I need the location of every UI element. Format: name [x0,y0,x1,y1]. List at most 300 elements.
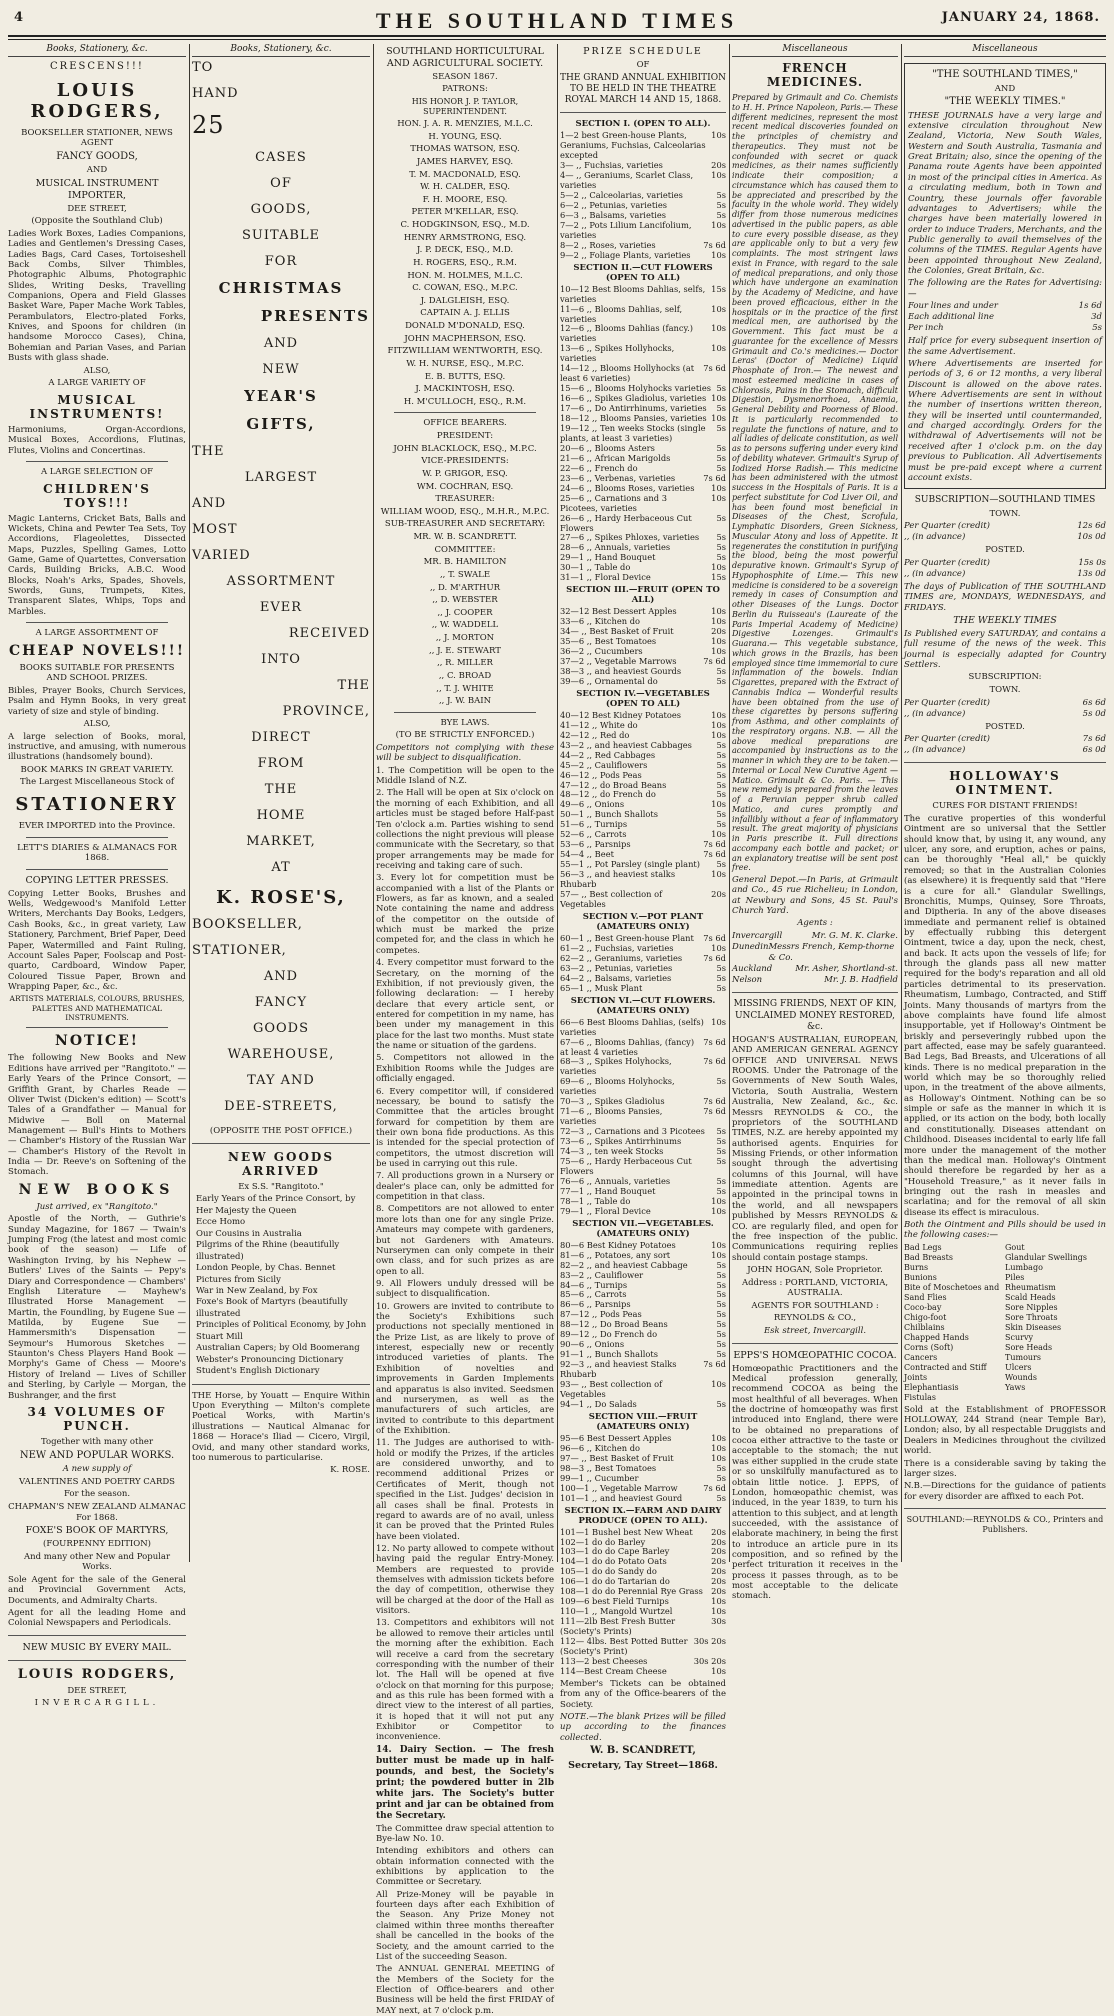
rate-value: 7s 6d [1082,734,1106,745]
prize-item: 42—12 ,, Red do [560,729,630,740]
new-books-heading: NEW BOOKS [18,1181,176,1198]
prize-amount: 5s [716,1309,726,1320]
opposite-line: (Opposite the Southland Club) [31,216,163,227]
rate-value: 13s 0d [1077,568,1106,579]
divider [192,1384,370,1385]
schedule-row [560,1617,726,1637]
prize-item: 66—6 Best Blooms Dahlias, (selfs) varieties [560,1016,704,1037]
list-item: Pilgrims of the Rhine (beautifully illustrated) [196,1240,340,1262]
season-line: For the season. [63,1489,131,1500]
prize-item: 76—6 ,, Annuals, varieties [560,1175,671,1186]
prize-item: 14—12 ,, Blooms Hollyhocks (at least 6 varieties) [560,363,695,384]
valentines-line: VALENTINES AND POETRY CARDS [19,1476,175,1487]
president: JOHN BLACKLOCK, ESQ., M.P.C. [393,443,537,454]
ailment-list-a [904,1243,1005,1403]
rose-word: LARGEST [244,470,318,485]
prize-item: 13—6 ,, Spikes Hollyhocks, varieties [560,343,675,364]
ailment: Ulcers [1005,1362,1032,1372]
rose-word: BOOKSELLER, [192,917,303,932]
prize-item: 46—12 ,, Pods Peas [560,769,642,780]
prize-item: 22—6 ,, French do [560,462,638,473]
column-rule [373,44,374,1562]
rose-word: AND [263,336,299,351]
prize-item: 25—6 ,, Carnations and 3 Picotees, varieties [560,492,667,513]
prize-amount: 5s [716,1269,726,1280]
section-title: SECTION IX.—FARM AND DAIRY PRODUCE (OPEN TO ALL). [564,1505,722,1526]
rate-row [904,698,1106,709]
dairy-rule: 14. Dairy Section. — The fresh butter must be made up in half-pounds, and best, the Society's print; the powdered butter in 2lb white jars. The Society's butter print and jar can be obtained from the Secretary. [376,1744,554,1821]
rose-word: EVER [259,600,303,615]
section-title: SECTION I. (OPEN TO ALL). [575,119,711,130]
rose-word: THE [264,782,298,797]
secretary-heading: SUB-TREASURER AND SECRETARY: [384,519,546,530]
arrived-list [192,1194,370,1378]
rate-row [904,532,1106,543]
agents-list [732,931,898,986]
prize-amount: 5s [716,1339,726,1350]
prize-item: 60—1 ,, Best Green-house Plant [560,932,694,943]
divider [732,992,898,993]
rate-label: Each additional line [908,312,995,323]
prize-amount: 10s [711,616,726,627]
patron: H. ROGERS, ESQ., R.M. [413,257,517,268]
rose-name: K. ROSE'S, [216,887,346,908]
prize-item: 5—2 ,, Calceolarias, varieties [560,189,683,200]
rose-word: GIFTS, [246,415,316,433]
holloway-nb: N.B.—Directions for the guidance of patients for every disorder are affixed to each Pot. [904,1481,1106,1502]
schedule-row [560,1400,726,1410]
prize-amount: 7s 6d [703,932,726,943]
prize-item: 37—2 ,, Vegetable Marrows [560,656,677,666]
prize-amount: 5s [716,859,726,870]
schedule-note: NOTE.—The blank Prizes will be filled up according to the finances collected. [560,1711,726,1743]
prize-amount: 5s [716,779,726,790]
holloway-sold: Sold at the Establishment of PROFESSOR HOLLOWAY, 244 Strand (near Temple Bar), London; also, by all respectable Druggists and Dealers in Medicines throughout the civilized world. [904,1404,1106,1457]
schedule-row [560,285,726,305]
patron: JOHN MACPHERSON, ESQ. [404,333,526,344]
prize-amount: 10s [711,606,726,617]
bylaw-rule: 2. The Hall will be open at Six o'clock on the morning of each Exhibition, and all articles must be staged before Half-past Ten o'clock a.m. Parties wishing to send collections the night previous will please communicate with the Secretary, so that proper arrangements may be made for receiving and taking care of such. [376,788,554,871]
firm-name: LOUIS RODGERS, [30,79,164,122]
prize-amount: 10s [711,799,726,810]
rose-opposite: (OPPOSITE THE POST OFFICE.) [209,1126,353,1136]
schedule-row [560,1360,726,1380]
divider [904,1508,1106,1509]
advert-conditions: Where Advertisements are inserted for periods of 3, 6 or 12 months, a very liberal Discount is allowed on the above rates. Where Advertisements are sent in without the number of insertions written thereon, they will be inserted until countermanded, and charged accordingly. Orders for the withdrawal of Advertisements will not be received after 1 o'clock p.m. on the day previous to Publication. All Advertisements must be pre-paid except where a current account exists. [908,358,1102,483]
prize-amount: 20s [711,626,726,637]
prize-amount: 10s [711,1239,726,1250]
prize-item: 78—1 ,, Table do [560,1195,631,1206]
column-header: Miscellaneous [904,44,1106,57]
times-and: AND [994,83,1016,94]
ailment: Lumbago [1005,1262,1043,1272]
prize-amount: 7s 6d [703,656,726,666]
agent-town: Nelson [732,975,763,986]
patron: J. DALGLEISH, ESQ. [420,295,510,306]
prize-amount: 20s [711,1536,726,1547]
trade-line: MUSICAL INSTRUMENT IMPORTER, [35,177,159,201]
rules-list [376,766,554,1743]
imported-line: EVER IMPORTED into the Province. [18,821,176,831]
list-item: Principles of Political Economy, by John Stuart Mill [196,1320,367,1342]
esk-street: Esk street, Invercargill. [763,1326,867,1337]
prize-amount: 5s [716,769,726,780]
committee-member: ,, C. BROAD [438,670,492,681]
prize-item: 114—Best Cream Cheese [560,1665,667,1676]
prize-item: 99—1 ,, Cucumber [560,1472,639,1483]
prize-item: 77—1 ,, Hand Bouquet [560,1185,656,1196]
prize-item: 74—3 ,, ten week Stocks [560,1146,664,1157]
novels-heading: CHEAP NOVELS!!! [9,642,185,659]
posted-rates [904,558,1106,580]
agents-southland: AGENTS FOR SOUTHLAND : [751,1300,879,1311]
prize-item: 11—6 ,, Blooms Dahlias, self, varieties [560,303,683,324]
list-item: Pictures from Sicily [196,1274,281,1285]
prize-amount: 10s [711,1195,726,1206]
committee-member: ,, J. COOPER [437,607,493,618]
prize-item: 85—6 ,, Carrots [560,1289,627,1300]
prize-item: 104—1 do do Potato Oats [560,1556,667,1567]
prize-amount: 5s [716,1155,726,1166]
prize-item: 110—1 ,, Mangold Wurtzel [560,1606,673,1617]
rate-value: 5s 0d [1082,708,1106,719]
prize-item: 7—2 ,, Pots Lilium Lancifolium, varieties [560,219,692,240]
prize-item: 38—3 ,, and heaviest Gourds [560,665,682,676]
rose-word: GOODS, [250,202,312,217]
prize-amount: 5s [716,1279,726,1290]
artists-line: ARTISTS MATERIALS, COLOURS, BRUSHES, PALETTES AND MATHEMATICAL INSTRUMENTS. [9,994,185,1023]
schedule-row [560,1107,726,1127]
prize-item: 67—6 ,, Blooms Dahlias, (fancy) at least 4 varieties [560,1036,695,1057]
committee-member: ,, W. WADDELL [431,620,499,631]
bylaw-rule: 3. Every lot for competition must be accompanied with a list of the Plants or Flowers, as far as known, and a sealed Note containing the name and address of the competitor on the outside of which must be marked the prize competed for, and the class in which he competes. [376,873,554,956]
new-books-text: Apostle of the North, — Guthrie's Sunday Magazine, for 1867 — Twain's Jumping Frog (the latest and most comic book of the season) — Life of Washington Irving, by his Nephew — Butlers' Lives of the Saints — Pepy's Diary and Correspondence — Chambers' English Literature — Mayhew's Illustrated Horse Management — Martin, the Foundling, by Eugene Sue — Matilda, by Eugene Sue — Hammersmith's Dispensation — Seymour's Humorous Sketches — Staunton's Chess Players Hand Book — Morphy's Game of Chess — Moore's History of Ireland — Lives of Schiller and Sterling, by Carlyle — Morgan, the Bushranger, and the first [8,1214,186,1401]
schedule-row [560,984,726,994]
prize-amount: 10s [711,942,726,953]
holloway-cures: CURES FOR DISTANT FRIENDS! [932,801,1078,812]
prize-item: 3— ,, Fuchsias, varieties [560,160,663,171]
bylaws-warning: Competitors not complying with these will be subject to disqualification. [376,743,554,764]
prize-item: 8—2 ,, Roses, varieties [560,239,656,250]
prize-amount: 20s [711,1566,726,1577]
prize-amount: 5s [716,749,726,760]
ailment: Scald Heads [1005,1292,1056,1302]
column-rose-advert [192,44,370,1562]
prize-item: 56—3 ,, and heaviest stalks Rhubarb [560,869,676,890]
prize-amount: 10s [711,636,726,647]
prize-amount: 7s 6d [703,1482,726,1493]
posted2-rates [904,734,1106,756]
prize-item: 57— ,, Best collection of Vegetables [560,889,663,909]
rose-word: STATIONER, [192,943,287,958]
rose-word: VARIED [192,548,251,563]
bylaw-rule: 4. Every competitor must forward to the Secretary, on the morning of the Exhibition, if not previously given, the following declaration: — I hereby declare that every article sent, or entered for competition in my name, has been under my management in this place for the last two months. Must state the name or situation of the gardens. [376,958,554,1052]
popular-line: NEW AND POPULAR WORKS. [19,1449,175,1461]
ailment: Tumours [1005,1352,1041,1362]
missing-friends-heading: MISSING FRIENDS, NEXT OF KIN, UNCLAIMED MONEY RESTORED, &c. [733,999,897,1032]
novels-intro: A LARGE ASSORTMENT OF [35,628,159,639]
toys-list: Magic Lanterns, Cricket Bats, Balls and Wickets, China and Pewter Tea Sets, Toy Accordions, Flageolettes, Dissected Maps, Puzzles, Spelling Games, Lotto Game, Game of Quartettes, Conversation Cards, Building Bricks, A.B.C. Wood Blocks, Noah's Arks, Spades, Shovels, Swords, Guns, Trumpets, Kites, Transparent Slates, Whips, Tops and Marbles. [8,513,186,617]
prize-amount: 10s [711,303,726,314]
bylaw-rule: 5. Competitors not allowed in the Exhibition Rooms while the Judges are officially engaged. [376,1053,554,1085]
patron: C. COWAN, ESQ., M.P.C. [412,283,518,294]
prize-amount: 10s [711,170,726,181]
schedule-row [560,1207,726,1217]
subscription2-heading: SUBSCRIPTION: [968,672,1042,683]
prize-amount: 5s [716,442,726,453]
prize-amount: 7s 6d [703,1106,726,1117]
prize-amount: 10s [711,1606,726,1617]
patrons-heading: PATRONS: [442,84,488,95]
holloway-heading: HOLLOWAY'S OINTMENT. [949,769,1061,798]
prize-amount: 10s [711,249,726,260]
prize-amount: 10s [711,646,726,657]
prize-amount: 20s [711,1526,726,1537]
rose-word: MOST [192,522,238,537]
secretary: MR. W. B. SCANDRETT. [413,532,517,542]
prize-amount: 20s [711,160,726,171]
bylaw-rule: 7. All productions grown in a Nursery or dealer's place can, only be admitted for competition in that class. [376,1171,554,1203]
divider [732,1343,898,1344]
section-title: SECTION VIII.—FRUIT (AMATEURS ONLY) [588,1411,698,1432]
ailment: Sore Heads [1005,1342,1053,1352]
prize-amount: 5s [716,542,726,553]
agent-name: Messrs French, Kemp-thorne & Co. [768,942,895,964]
rose-word: WAREHOUSE, [227,1047,335,1062]
schedule-row [560,1018,726,1038]
printers-imprint: SOUTHLAND:—REYNOLDS & CO., Printers and Publishers. [906,1515,1104,1534]
column-rule [189,44,190,1562]
music-line: NEW MUSIC BY EVERY MAIL. [22,1641,172,1653]
toys-intro: A LARGE SELECTION OF [40,466,154,477]
rate-row [904,558,1106,569]
schedule-row [560,324,726,344]
prize-amount: 10s [711,1452,726,1463]
prize-item: 36—2 ,, Cucumbers [560,646,643,657]
ailment-lists [904,1243,1106,1403]
schedule-row [560,1038,726,1058]
treasurer-heading: TREASURER: [435,494,495,505]
rose-word: FOR [264,254,298,269]
bookmarks-line: BOOK MARKS IN GREAT VARIETY. [20,764,174,775]
prize-amount: 10s [711,1016,726,1027]
society-title: SOUTHLAND HORTICULTURAL AND AGRICULTURAL SOCIETY. [386,46,544,69]
prize-amount: 10s [711,482,726,493]
hogan-address: Address : PORTLAND, VICTORIA, AUSTRALIA. [741,1277,889,1299]
ailment: Gout [1005,1242,1025,1252]
ailment: Bite of Moschetoes and Sand Flies [904,1282,1000,1302]
prize-amount: 5s [716,403,726,414]
prize-item: 84—6 ,, Turnips [560,1279,628,1290]
bylaw-rule: 10. Growers are invited to contribute to the Society's Exhibitions such productions not specially mentioned in the Prize List, as are likely to prove of interest, especially new or recently introduced varieties of plants. The Exhibition of novelties and improvements in Garden Implements and apparatus is also invited. Seedsmen and nurserymen, as well as the manufacturers of such articles, are invited to contribute to this department of the Exhibition. [376,1301,554,1436]
patron: HON. M. HOLMES, M.L.C. [407,270,523,281]
annual-meeting: The ANNUAL GENERAL MEETING of the Members of the Society for the Election of Office-bearers and other Business will be held the first FRIDAY of MAY next, at 7 o'clock p.m. [376,1964,554,2016]
agent-town: Invercargill [732,931,783,942]
prize-amount: 10s [711,393,726,404]
prize-amount: 5s [716,1185,726,1196]
prize-item: 72—3 ,, Carnations and 3 Picotees [560,1126,705,1137]
divider [26,622,168,623]
committee-member: ,, D. M'ARTHUR [429,582,501,593]
southland-times-title: "THE SOUTHLAND TIMES," [932,69,1078,80]
officers-heading: OFFICE BEARERS. [423,418,507,429]
column-header: Books, Stationery, &c. [192,44,370,57]
schedule-row [560,1494,726,1504]
valentines-intro: A new supply of [62,1464,132,1474]
prize-amount: 15s [711,283,726,294]
divider [8,1660,186,1661]
prize-item: 21—6 ,, African Marigolds [560,452,671,463]
prize-item: 69—6 ,, Blooms Holyhocks, varieties [560,1076,675,1097]
list-item: Australian Capers; by Old Boomerang [196,1343,360,1354]
prize-amount: 5s [716,789,726,800]
prize-amount: 7s 6d [703,1359,726,1370]
patron: DONALD M'DONALD, ESQ. [405,321,525,331]
patron: H. YOUNG, ESQ. [428,131,502,142]
prize-item: 79—1 ,, Floral Device [560,1205,651,1216]
rate-row [904,569,1106,580]
members-tickets: Member's Tickets can be obtained from any of the Office-bearers of the Society. [560,1678,726,1710]
notice-heading: NOTICE! [55,1033,139,1050]
prize-item: 28—6 ,, Annuals, varieties [560,542,671,553]
bylaw-rule: 8. Competitors are not allowed to enter more lots than one for any single Prize. Amateurs may compete with gardeners, but not Gardeners with Amateurs. Nurserymen can only compete in their own class, and for such prizes as are open to all. [376,1204,554,1277]
list-item: Our Cousins in Australia [196,1228,302,1239]
schedule-row [560,344,726,364]
patron: HENRY ARMSTRONG, ESQ. [403,232,527,243]
times-box [904,63,1106,489]
committee-member: ,, J. E. STEWART [429,645,501,656]
prize-amount: 5s [716,1329,726,1340]
column-prize-schedule [560,44,726,1771]
ailment: Rheumatism [1005,1282,1056,1292]
prize-item: 44—2 ,, Red Cabbages [560,749,656,760]
patron: PETER M'KELLAR, ESQ. [411,207,519,218]
prize-amount: 30s 20s [693,1655,726,1666]
intending-exhibitors: Intending exhibitors and others can obtain information connected with the exhibitions by application to the Committee or Secretary. [376,1846,554,1888]
vice-president: W. P. GRIGOR, ESQ. [422,468,508,479]
prize-item: 112— 4lbs. Best Potted Butter (Society's Print) [560,1636,688,1657]
patron: J. MACKINTOSH, ESQ. [415,384,515,395]
schedule-sections [560,119,726,1677]
trade-line: FANCY GOODS, [56,150,138,162]
ailment: Skin Diseases [1005,1322,1062,1332]
new-books-sub: Just arrived, ex "Rangitoto." [36,1201,158,1212]
schedule-of: OF [636,59,650,70]
rose-word: CASES [255,150,307,165]
ailment: Fistulas [904,1392,937,1402]
prize-item: 9—2 ,, Foliage Plants, varieties [560,249,691,260]
prize-amount: 10s [711,413,726,424]
divider [26,837,168,838]
prize-amount: 15s [711,572,726,583]
rate-value: 10s 0d [1077,532,1106,543]
prize-item: 1—2 best Green-house Plants, Geraniums, Fuchsias, Calceolarias excepted [560,130,706,161]
schedule-row [560,890,726,910]
schedule-row [560,1667,726,1677]
and-line: AND [86,165,108,176]
secretary-sign-title: Secretary, Tay Street—1868. [568,1759,718,1771]
bylaw-rule: 13. Competitors and exhibitors will not be allowed to remove their articles until the morning after the exhibition. Each will receive a card from the secretary corresponding with the number of their lot. The Hall will be opened at five o'clock on that morning for this purpose; and as this rule has been formed with a direct view to the interest of all parties, it is hoped that it will not put any Exhibitor or Competitor to inconvenience. [376,1618,554,1743]
rose-word: SUITABLE [241,228,321,243]
bylaw-rule: 12. No party allowed to compete without having paid the regular Entry-Money. Members are requested to provide themselves with admission tickets before the day of competition, otherwise they will be charged at the door of the Hall as visitors. [376,1543,554,1617]
prize-amount: 10s [711,323,726,334]
french-medicines-heading: FRENCH MEDICINES. [766,61,864,89]
list-item: War in New Zealand, by Fox [196,1286,318,1296]
prize-amount: 10s [711,492,726,503]
schedule-row [560,424,726,444]
column-rule [901,44,902,1562]
rate-row [904,709,1106,720]
schedule-row [560,131,726,161]
patron: H. M'CULLOCH, ESQ., R.M. [403,396,527,407]
prize-item: 51—6 ,, Turnips [560,819,628,830]
prize-item: 23—6 ,, Verbenas, varieties [560,472,676,483]
diaries-line: LETT'S DIARIES & ALMANACS FOR 1868. [17,842,177,864]
epps-body: Homœopathic Practitioners and the Medical profession generally, recommend COCOA as being the most healthful of all beverages. When the doctrine of homœopathy was first introduced into England, there were to be obtained no preparations of cocoa either attractive to the taste or acceptable to the stomach; the nut was either supplied in the crude state or so unskilfully manufactured as to obtain little notice. J. EPPS, of London, homœopathic chemist, was induced, in the year 1839, to turn his attention to this subject, and at length succeeded, with the assistance of elaborate machinery, in being the first to introduce an article pure in its composition, and so refined by the perfect trituration it receives in the process it passes through, as to be most acceptable to the delicate stomach. [732,1363,898,1602]
prize-item: 98—3 ,, Best Tomatoes [560,1462,657,1473]
president-heading: PRESIDENT: [436,431,494,441]
prize-item: 27—6 ,, Spikes Phloxes, varieties [560,532,700,543]
prize-item: 45—2 ,, Cauliflowers [560,759,648,770]
prize-amount: 5s [716,1349,726,1360]
copying-list: Copying Letter Books, Brushes and Wells, Wedgewood's Manifold Letter Writers, Merchants Day Books, Ledgers, Cash Books, &c., in great variety, Law Stationery, Parchment, Brief Paper, Deed Paper, Watermilled and Faint Ruling, Account Sales Paper, Foolscap and Post-quarto, Cardboard, Window Paper, Coloured Tissue Paper, Brown and Wrapping Paper, &c., &c. [8,888,186,992]
masthead-rule-thin [8,39,1106,40]
also-line: ALSO, [83,365,111,376]
bylaw-rule: 11. The Judges are authorised to with-hold or modify the Prizes, if the articles are considered unworthy, and to recommend additional Prizes or Certificates of Merit, though not specified in the List. Judges' decision in all cases shall be final. Protests in regard to awards are of no avail, unless it can be proved that the Printed Rules have been violated. [376,1438,554,1542]
draw-attention: The Committee draw special attention to Bye-law No. 10. [376,1823,554,1844]
prize-amount: 5s [716,1492,726,1503]
issue-date: JANUARY 24, 1868. [941,10,1100,25]
patrons-list [376,119,554,407]
footer-town: INVERCARGILL. [34,1698,160,1709]
agent-row [732,942,898,964]
committee-member: ,, T. SWALE [439,569,491,580]
prize-item: 16—6 ,, Spikes Gladiolus, varieties [560,393,707,404]
agent-name: Mr. J. B. Hadfield [824,975,898,986]
bibles-text: Bibles, Prayer Books, Church Services, Psalm and Hymn Books, in very great variety of size and style of binding. [8,685,186,717]
divider [904,762,1106,763]
prize-item: 103—1 do do Cape Barley [560,1546,670,1557]
prize-item: 40—12 Best Kidney Potatoes [560,709,682,720]
prize-amount: 10s [711,709,726,720]
agent-row [732,964,898,975]
ailment: Scurvy [1005,1332,1033,1342]
prize-item: 29—1 ,, Hand Bouquet [560,552,656,563]
prize-item: 101—1 Bushel best New Wheat [560,1526,693,1537]
section-title: SECTION III.—FRUIT (OPEN TO ALL) [566,585,720,606]
prize-item: 6—2 ,, Petunias, varieties [560,199,667,210]
prize-amount: 5s [716,809,726,820]
rose-word: FANCY [254,995,308,1010]
crescens: CRESCENS!!! [50,61,144,72]
holloway-body: The curative properties of this wonderful Ointment are so universal that the Settler should know that, by using it, any wound, any ulcer, any sore, and eruption, aches or pains, can be thoroughly "Heal all," be quickly removed; so that in the Australian Colonies (as elsewhere) it is frequently said that "Here is a cure for all." Glandular Swellings, Bronchitis, Mumps, Quinsey, Sore Throats, and Diptheria. In any of the above diseases immediate and permanent relief is obtained by effectually rubbing this detergent Ointment, twice a day, upon the neck, chest, and back. It acts upon the vessels of life; for through the glands pass all new matter required for the body's reparation and all old particles detrimental to its preservation. Rheumatism, Lumbago, Contracted, and Stiff Joints. Many thousands of martyrs from the above complaints have found life almost insupportable, yet if Holloway's Ointment be briskly and perseveringly rubbed upon the part affected, ease may be safely guaranteed. Bad Legs, Bad Breasts, and Ulcerations of all kinds. There is no medical preparation in the world which may be so thoroughly relied upon, in the treatment of the above ailments, as Holloway's Ointment. Nothing can be so simple or safe as the manner in which it is applied, or its action on the body, both locally and constitutionally. Diseases attendant on Childhood. Diseases incidental to early life fall more under the management of the mother than the medical man. Holloway's Ointment should therefore be regarded by her as a "Household Treasure," as it never fails in bringing out the rash in measles and scarlatina; and for the removal of all skin disease its effect is miraculous. [904,814,1106,1218]
prize-item: 53—6 ,, Parsnips [560,839,631,850]
rate-value: 15s 0s [1078,557,1106,568]
epps-heading: EPPS'S HOMŒOPATHIC COCOA. [733,1349,897,1361]
french-medicines-depot: General Depot.—In Paris, at Grimault and Co., 45 rue Richelieu; in London, at Newbury and Sons, 45 St. Paul's Church Yard. [732,875,898,917]
prize-amount: 10s [711,1442,726,1453]
ailment: Burns [904,1262,929,1272]
missing-friends-body: HOGAN'S AUSTRALIAN, EUROPEAN, AND AMERICAN GENERAL AGENCY OFFICE AND UNIVERSAL NEWS ROOMS. Under the Patronage of the Governments of New South Wales, Victoria, South Australia, Western Australia, New Zealand, &c., &c. Messrs REYNOLDS & CO., the proprietors of the SOUTHLAND TIMES, N.Z. are hereby appointed my authorised agents. Enquiries for Missing Friends, or other information sought through the advertising columns of this Journal, will have immediate attention. Agents are appointed in the principal towns in the world, and all newspapers published by Messrs REYNOLDS & CO. are regularly filed, and open for the free inspection of the public. Communications requiring replies should contain postage stamps. [732,1035,898,1263]
rose-word: DIRECT [251,730,311,745]
column-header: Miscellaneous [732,44,898,57]
prize-amount: 20s [711,889,726,900]
rose-word: HAND [192,86,239,101]
prize-amount: 5s [716,739,726,750]
rate-label: Per Quarter (credit) [904,521,990,532]
ailment: Piles [1005,1272,1025,1282]
prize-item: 87—12 ,, Pods Peas [560,1309,642,1320]
